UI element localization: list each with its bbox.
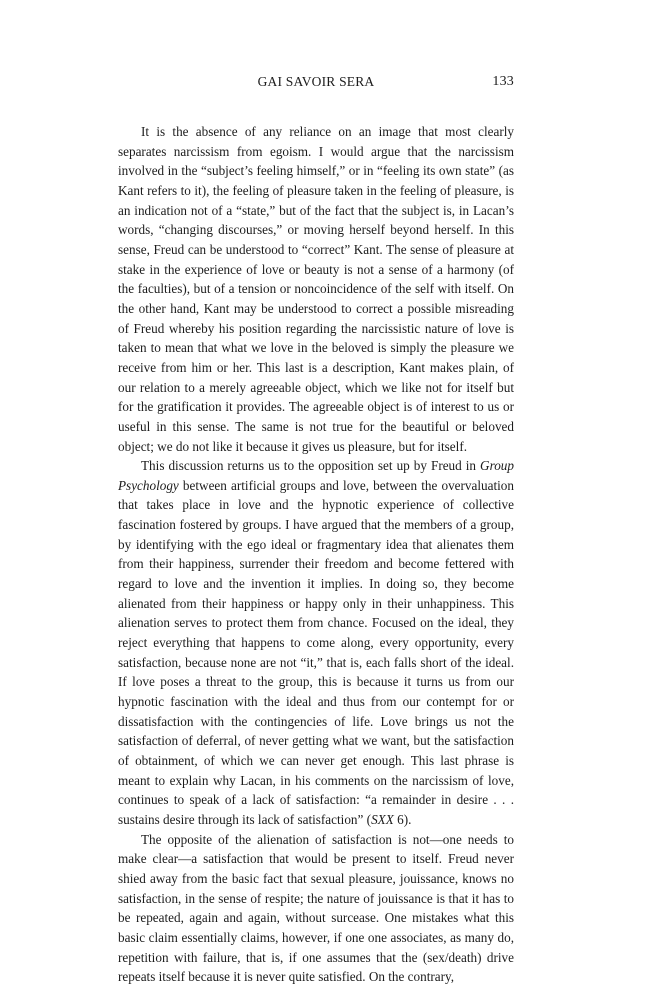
paragraph-text: The opposite of the alienation of satisfaction is not—one needs to make clear—a satisfaction that would be present to itself. Freud never shied away from the basic fact that sexual pleasure, jouissance, knows no satisfaction, in the sense of respite; the nature of jouissance is that it has to be repeated, again and again, without surcease. One mistakes what this basic claim essentially claims, however, if one one associates, as many do, repetition with failure, that is, if one assumes that the (sex/death) drive repeats itself because it is never quite satisfied. On the contrary, <box>118 831 514 985</box>
paragraph-1 <box>118 122 514 456</box>
page-number: 133 <box>492 74 514 89</box>
running-head: GAI SAVOIR SERA <box>257 74 375 89</box>
page-header <box>118 74 514 94</box>
body-text <box>118 122 514 987</box>
citation-italic: SXX <box>371 811 394 827</box>
book-title-italic: Group Psychology <box>118 458 514 493</box>
paragraph-text: between artificial groups and love, between the overvaluation that takes place in love and the hypnotic experience of collective fascination fostered by groups. I have argued that the members of a group, by identifying with the ego ideal or fragmentary idea that alienates them from their happiness, surrender their freedom and become fettered with regard to love and the invention it implies. In doing so, they become alienated from their happiness or happy only in their unhappiness. This alienation serves to protect them from chance. Focused on the ideal, they reject everything that happens to come along, every opportunity, every satisfaction, because none are not “it,” that is, each falls short of the ideal. If love poses a threat to the group, this is because it turns us from our hypnotic fascination with the ideal and thus from our contempt for or dissatisfaction with the contingencies of life. Love brings us not the satisfaction of deferral, of never getting what we want, but the satisfaction of obtainment, of which we can never get enough. This last phrase is meant to explain why Lacan, in his comments on the narcissism of love, continues to speak of a lack of satisfaction: “a remainder in desire . . . sustains desire through its lack of satisfaction” ( <box>118 477 514 827</box>
paragraph-2 <box>118 456 514 829</box>
paragraph-3 <box>118 830 514 987</box>
paragraph-text: It is the absence of any reliance on an image that most clearly separates narcissism from egoism. I would argue that the narcissism involved in the “subject’s feeling himself,” or in “feeling its own state” (as Kant refers to it), the feeling of pleasure taken in the feeling of pleasure, is an indication not of a “state,” but of the fact that the subject is, in Lacan’s words, “changing discourses,” or moving herself beyond herself. In this sense, Freud can be understood to “correct” Kant. The sense of pleasure at stake in the experience of love or beauty is not a sense of a harmony (of the faculties), but of a tension or noncoincidence of the self with itself. On the other hand, Kant may be understood to correct a possible misreading of Freud whereby his position regarding the narcissistic nature of love is taken to mean that what we love in the beloved is simply the pleasure we receive from him or her. This last is a description, Kant makes plain, of our relation to a merely agreeable object, which we like not for itself but for the gratification it provides. The agreeable object is of interest to us or useful in this sense. The same is not true for the beautiful or beloved object; we do not like it because it gives us pleasure, but for itself. <box>118 124 514 454</box>
citation-text: 6). <box>393 811 412 827</box>
paragraph-text: This discussion returns us to the opposition set up by Freud in <box>141 458 481 474</box>
